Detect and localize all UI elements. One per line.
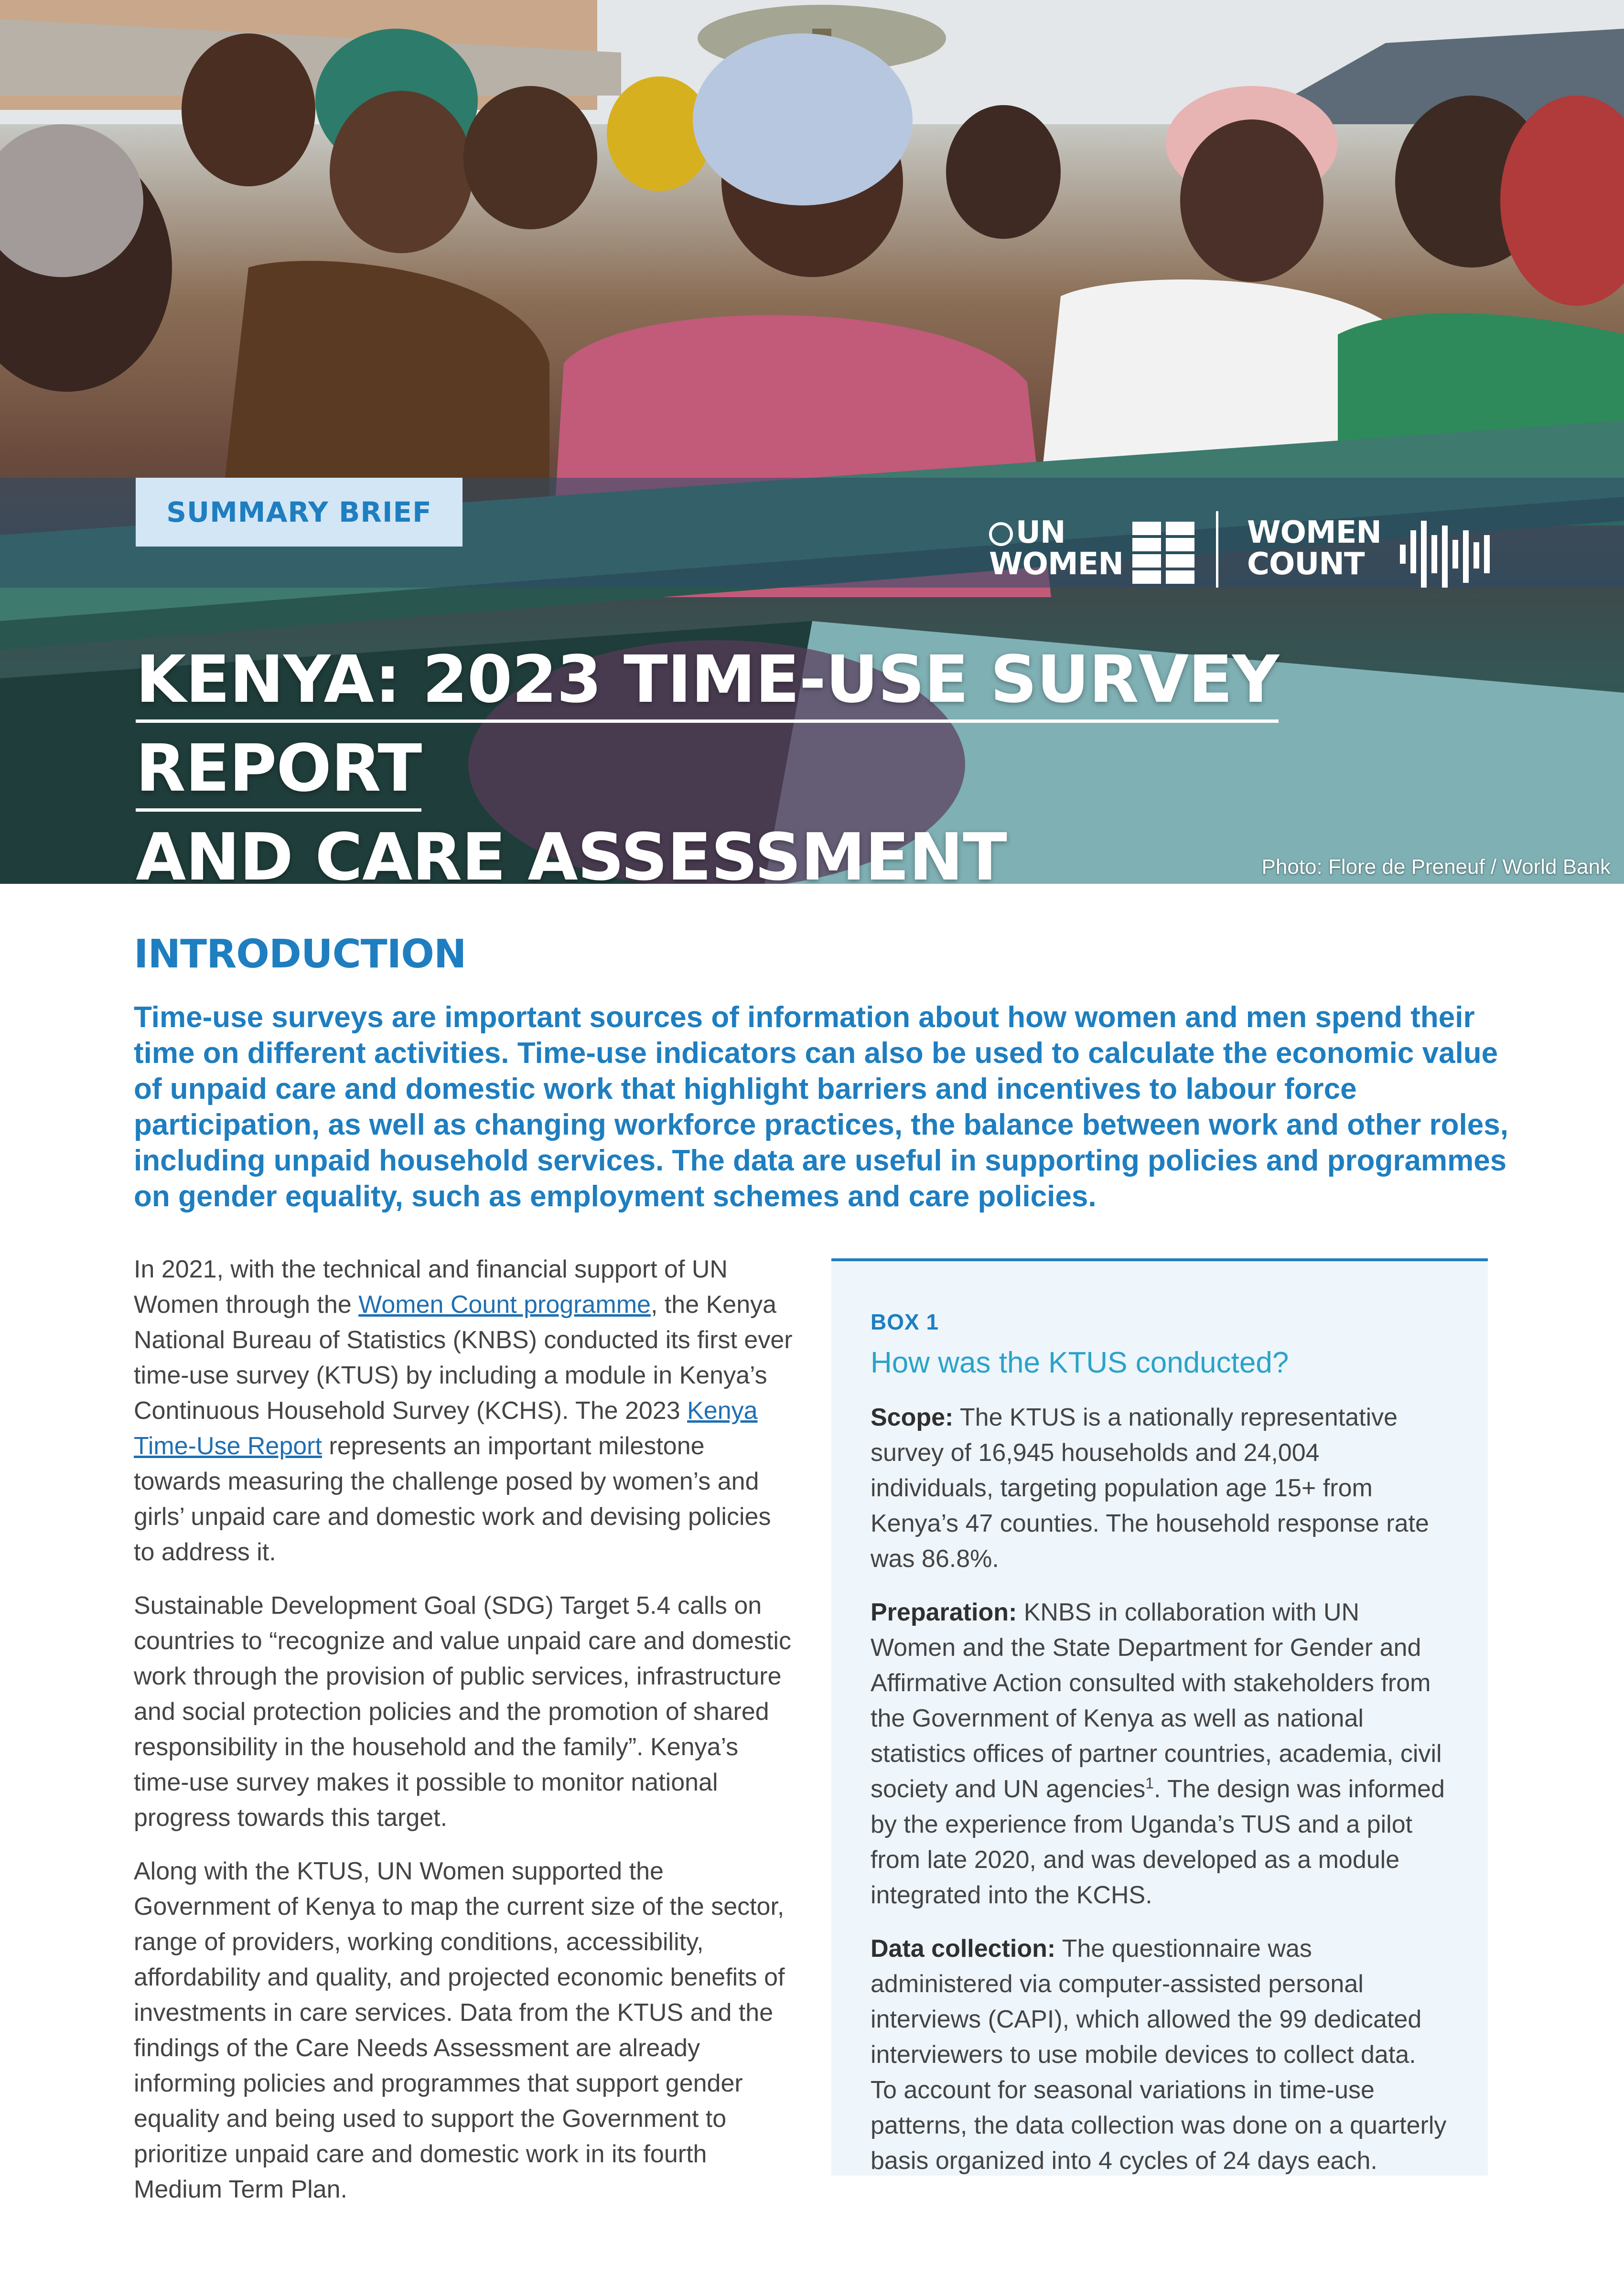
un-globe-icon xyxy=(989,522,1013,546)
un-women-logo-line2: WOMEN xyxy=(989,547,1123,582)
report-title-line1: KENYA: 2023 TIME-USE SURVEY REPORT xyxy=(136,642,1279,812)
photo-credit: Photo: Flore de Preneuf / World Bank xyxy=(1261,855,1611,879)
box-preparation xyxy=(871,1595,1449,1913)
preparation-text-b: . The design was informed by the experience from Uganda’s TUS and a pilot from late 2020, and was developed as a module integrated into the KCHS. xyxy=(871,1775,1445,1909)
women-count-bars-icon xyxy=(1400,516,1491,592)
p1-text-c: represents an important milestone towards measuring the challenge posed by women’s and girls’ unpaid care and domestic work and devising policies to address it. xyxy=(134,1432,771,1566)
women-count-logo xyxy=(1247,517,1381,580)
women-count-logo-line2: COUNT xyxy=(1247,547,1365,582)
preparation-label: Preparation: xyxy=(871,1599,1017,1626)
body-left-column xyxy=(134,1252,793,2225)
partner-logos xyxy=(989,511,1495,592)
introduction-heading: INTRODUCTION xyxy=(134,932,466,977)
un-women-logo xyxy=(989,517,1123,580)
body-paragraph-1 xyxy=(134,1252,793,1570)
data-collection-text: The questionnaire was administered via computer-assisted personal interviews (CAPI), which allowed the 99 dedicated interviewers to use mobile devices to collect data. To account for seasonal variations in time-use patterns, the data collection was done on a quarterly basis organized into 4 cycles of 24 days each. xyxy=(871,1935,1447,2175)
summary-brief-label: SUMMARY BRIEF xyxy=(166,496,432,528)
body-paragraph-2: Sustainable Development Goal (SDG) Target 5.4 calls on countries to “recognize and value unpaid care and domestic work through the provision of public services, infrastructure and social protection policies and the promotion of shared responsibility in the household and the family”. Kenya’s time-use survey makes it possible to monitor national progress towards this target. xyxy=(134,1592,791,1832)
hero-photo xyxy=(0,0,1624,884)
scope-text: The KTUS is a nationally representative survey of 16,945 households and 24,004 individuals, targeting population age 15+ from Kenya’s 47 counties. The household response rate was 86.8%. xyxy=(871,1404,1429,1573)
box-data-collection xyxy=(871,1931,1449,2178)
report-title-line2: AND CARE ASSESSMENT xyxy=(136,820,1007,884)
un-women-symbol-icon xyxy=(1132,522,1194,584)
data-collection-label: Data collection: xyxy=(871,1935,1056,1963)
kenya-time-use-report-link[interactable]: Kenya Time-Use Report xyxy=(134,1397,758,1460)
logo-divider xyxy=(1216,511,1218,588)
introduction-lead: Time-use surveys are important sources of information about how women and men spend their time on different activities. Time-use indicators can also be used to calculate the economic value of unpaid care and domestic work that highlight barriers and incentives to labour force participation, as well as changing workforce practices, the balance between work and other roles, including unpaid household services. The data are useful in supporting policies and programmes on gender equality, such as employment schemes and care policies. xyxy=(134,1001,1508,1213)
box-scope xyxy=(871,1400,1449,1577)
preparation-text-a: KNBS in collaboration with UN Women and the State Department for Gender and Affirmative Action consulted with stakeholders from the Government of Kenya as well as national statistics offices of partner countries, academia, civil society and UN agencies xyxy=(871,1599,1442,1803)
footnote-ref-1[interactable]: 1 xyxy=(1145,1774,1154,1792)
women-count-logo-line1: WOMEN xyxy=(1247,515,1381,550)
summary-brief-badge xyxy=(136,478,462,547)
body-paragraph-3: Along with the KTUS, UN Women supported the Government of Kenya to map the current size of the sector, range of providers, working conditions, accessibility, affordability and quality, and projected economic benefits of investments in care services. Data from the KTUS and the findings of the Care Needs Assessment are already informing policies and programmes that support gender equality and being used to support the Government to prioritize unpaid care and domestic work in its fourth Medium Term Plan. xyxy=(134,1857,785,2203)
box-1 xyxy=(831,1258,1488,2176)
p1-text-b: , the Kenya National Bureau of Statistics (KNBS) conducted its first ever time-use survey (KTUS) by including a module in Kenya’s Continuous Household Survey (KCHS). The 2023 xyxy=(134,1291,793,1425)
box-title: How was the KTUS conducted? xyxy=(871,1346,1289,1379)
box-label: BOX 1 xyxy=(871,1309,939,1334)
scope-label: Scope: xyxy=(871,1404,954,1431)
report-title xyxy=(136,635,1521,884)
women-count-programme-link[interactable]: Women Count programme xyxy=(358,1291,651,1319)
un-women-logo-line1: UN xyxy=(1016,515,1065,550)
p1-text-a: In 2021, with the technical and financial support of UN Women through the xyxy=(134,1255,728,1319)
